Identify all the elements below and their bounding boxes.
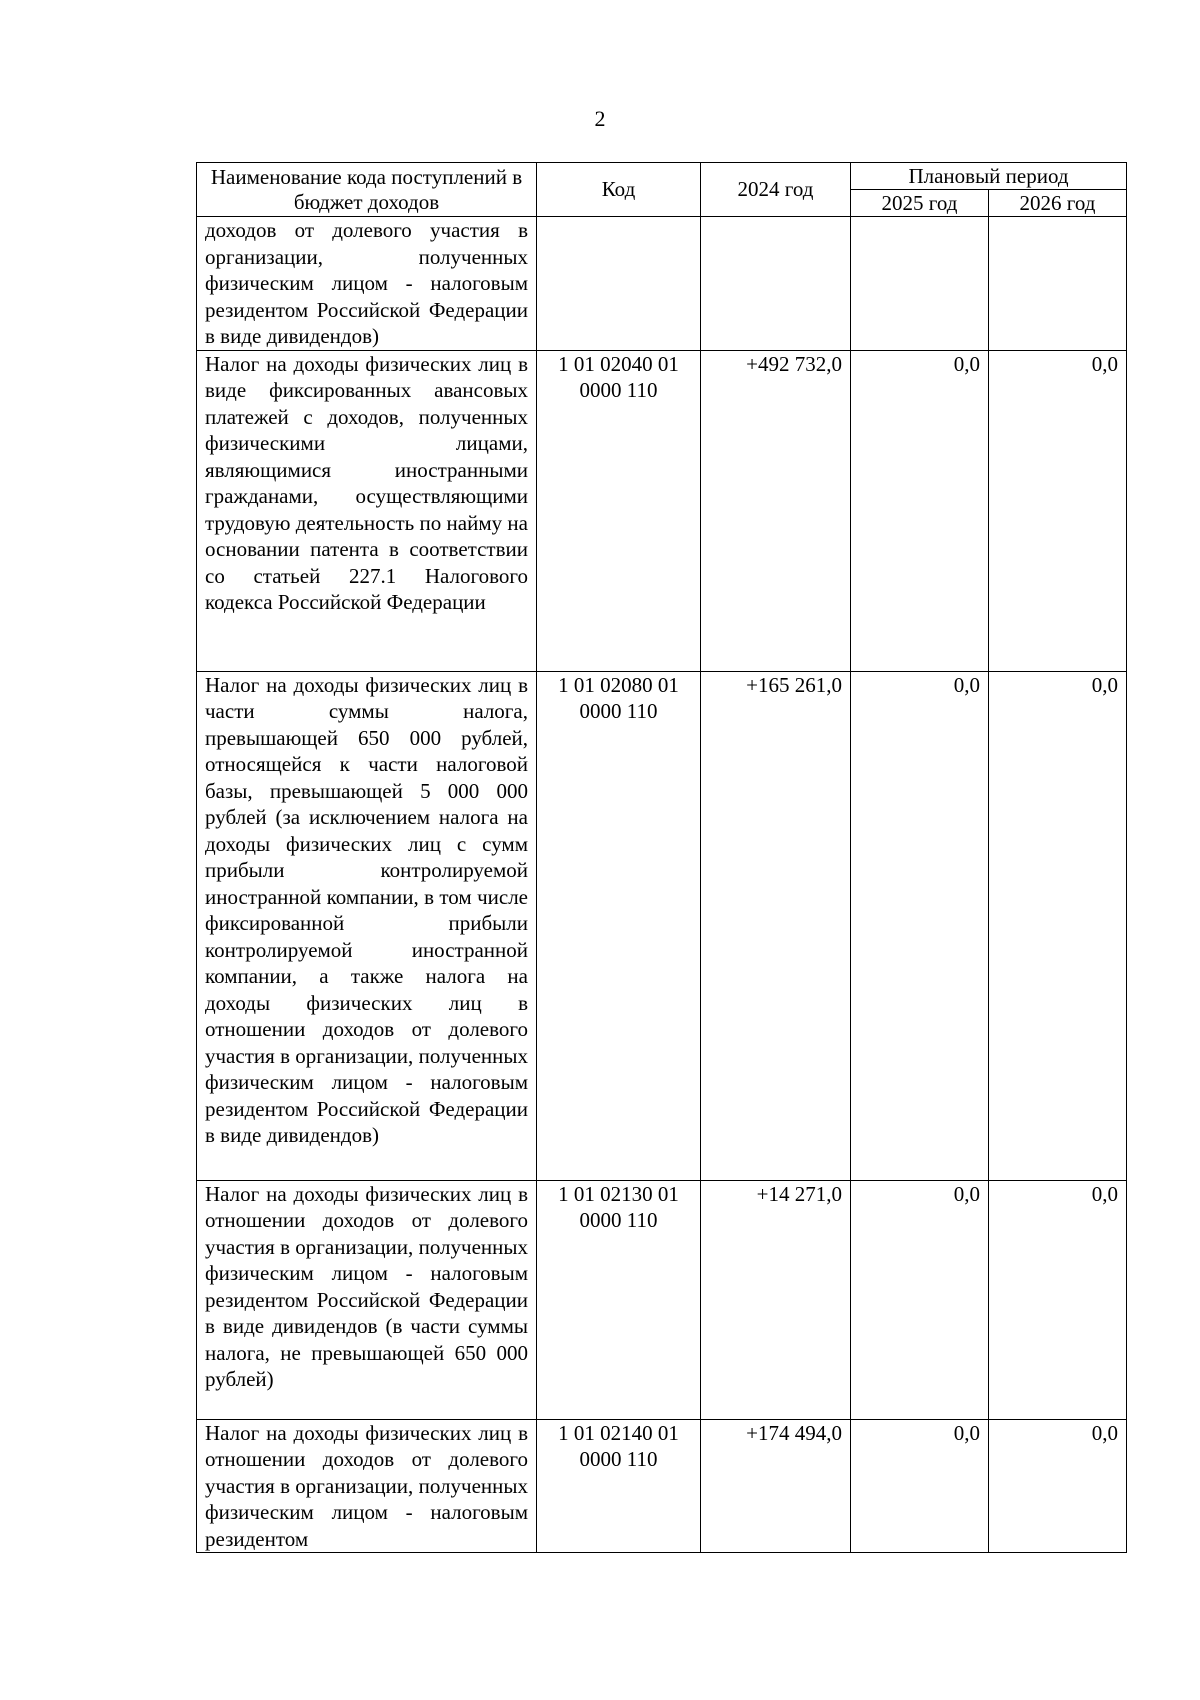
- header-planned-period: Плановый период: [851, 163, 1127, 190]
- row-code: 1 01 02140 01 0000 110: [537, 1419, 701, 1553]
- page-number: 2: [594, 106, 606, 131]
- row-code: 1 01 02080 01 0000 110: [537, 671, 701, 1180]
- header-2024: 2024 год: [701, 163, 851, 217]
- row-name: Налог на доходы физических лиц в отношении доходов от долевого участия в организации, полученных физическим лицом - налоговым резидентом Российской Федерации в виде дивидендов (в части суммы налога, не превышающей 650 000 рублей): [197, 1180, 537, 1419]
- row-code: 1 01 02040 01 0000 110: [537, 350, 701, 671]
- row-value-2024: +174 494,0: [701, 1419, 851, 1553]
- budget-revenue-table: [196, 162, 1127, 1553]
- row-code: [537, 217, 701, 351]
- row-value-2026: 0,0: [989, 1419, 1127, 1553]
- table-row: [197, 1180, 1127, 1419]
- row-value-2025: 0,0: [851, 350, 989, 671]
- row-value-2026: 0,0: [989, 671, 1127, 1180]
- row-value-2024: +165 261,0: [701, 671, 851, 1180]
- row-name: Налог на доходы физических лиц в части суммы налога, превышающей 650 000 рублей, относящейся к части налоговой базы, превышающей 5 000 000 рублей (за исключением налога на доходы физических лиц с сумм прибыли контролируемой иностранной компании, в том числе фиксированной прибыли контролируемой иностранной компании, а также налога на доходы физических лиц в отношении доходов от долевого участия в организации, полученных физическим лицом - налоговым резидентом Российской Федерации в виде дивидендов): [197, 671, 537, 1180]
- table-row: [197, 1419, 1127, 1553]
- row-name: Налог на доходы физических лиц в виде фиксированных авансовых платежей с доходов, полученных физическими лицами, являющимися иностранными гражданами, осуществляющими трудовую деятельность по найму на основании патента в соответствии со статьей 227.1 Налогового кодекса Российской Федерации: [197, 350, 537, 671]
- row-name: доходов от долевого участия в организации, полученных физическим лицом - налоговым резидентом Российской Федерации в виде дивидендов): [197, 217, 537, 351]
- header-name: Наименование кода поступлений в бюджет доходов: [197, 163, 537, 217]
- header-code: Код: [537, 163, 701, 217]
- row-value-2025: 0,0: [851, 1419, 989, 1553]
- row-name: Налог на доходы физических лиц в отношении доходов от долевого участия в организации, полученных физическим лицом - налоговым резидентом: [197, 1419, 537, 1553]
- row-value-2025: 0,0: [851, 1180, 989, 1419]
- table-row: [197, 350, 1127, 671]
- row-code: 1 01 02130 01 0000 110: [537, 1180, 701, 1419]
- row-value-2026: 0,0: [989, 350, 1127, 671]
- row-value-2026: [989, 217, 1127, 351]
- row-value-2025: 0,0: [851, 671, 989, 1180]
- header-2026: 2026 год: [989, 190, 1127, 217]
- row-value-2024: +14 271,0: [701, 1180, 851, 1419]
- row-value-2026: 0,0: [989, 1180, 1127, 1419]
- row-value-2025: [851, 217, 989, 351]
- header-2025: 2025 год: [851, 190, 989, 217]
- row-value-2024: +492 732,0: [701, 350, 851, 671]
- table-row: [197, 217, 1127, 351]
- row-value-2024: [701, 217, 851, 351]
- table-row: [197, 671, 1127, 1180]
